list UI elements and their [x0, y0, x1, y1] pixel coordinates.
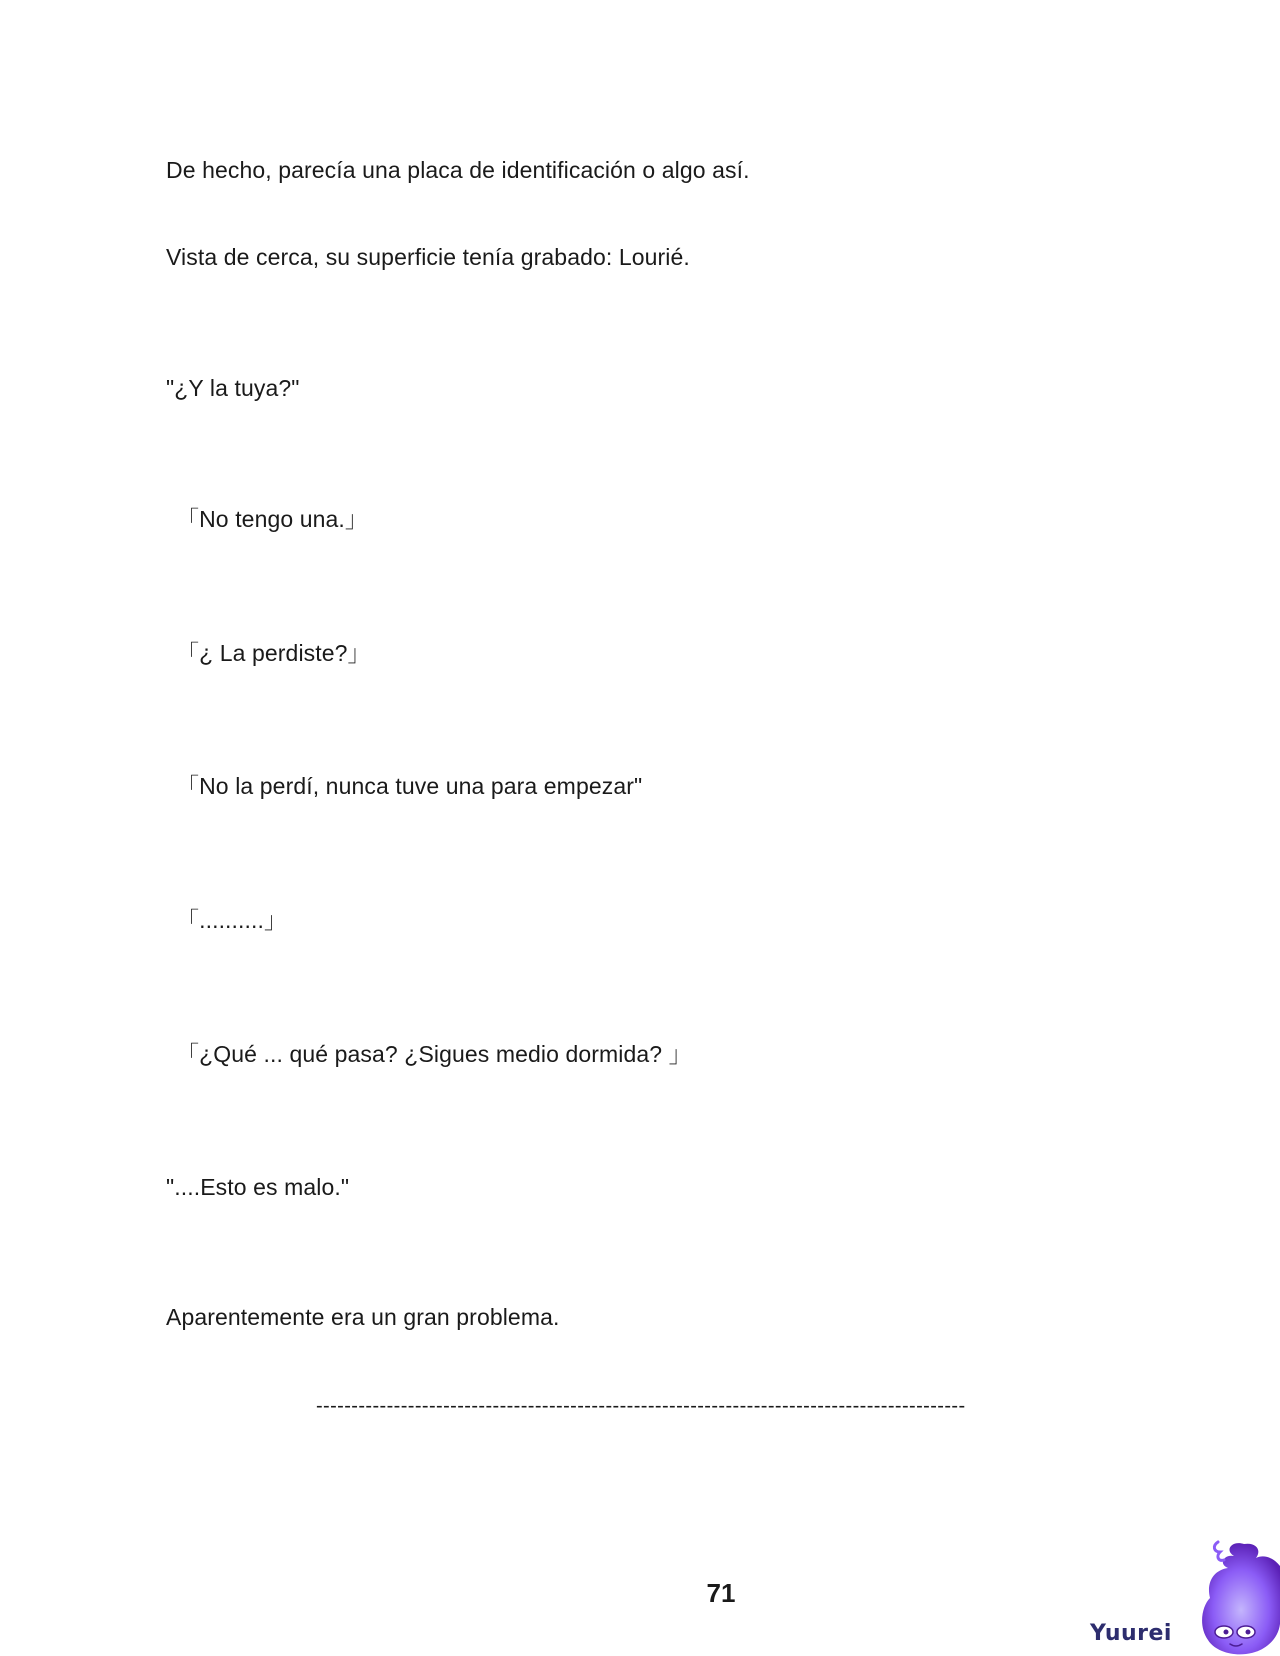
- dialogue-line-5: 「..........」: [176, 907, 288, 933]
- section-separator: --------------------------------------------------------------------------------------------: [316, 1395, 966, 1417]
- dialogue-line-6: 「¿Qué ... qué pasa? ¿Sigues medio dormida? 」: [176, 1041, 692, 1067]
- dialogue-line-2: 「No tengo una.」: [176, 506, 369, 532]
- dialogue-line-1: "¿Y la tuya?": [166, 375, 300, 401]
- dialogue-line-3: 「¿ La perdiste?」: [176, 640, 371, 666]
- ghost-icon: [1184, 1536, 1280, 1656]
- dialogue-line-4: 「No la perdí, nunca tuve una para empezar": [176, 773, 643, 799]
- paragraph-1: De hecho, parecía una placa de identificación o algo así.: [166, 157, 750, 183]
- paragraph-3: Aparentemente era un gran problema.: [166, 1304, 560, 1330]
- page-number: 71: [706, 1578, 736, 1608]
- watermark: [1080, 1536, 1280, 1656]
- watermark-text: Yuurei: [1090, 1621, 1172, 1646]
- paragraph-2: Vista de cerca, su superficie tenía grabado: Lourié.: [166, 244, 690, 270]
- dialogue-line-7: "....Esto es malo.": [166, 1174, 350, 1200]
